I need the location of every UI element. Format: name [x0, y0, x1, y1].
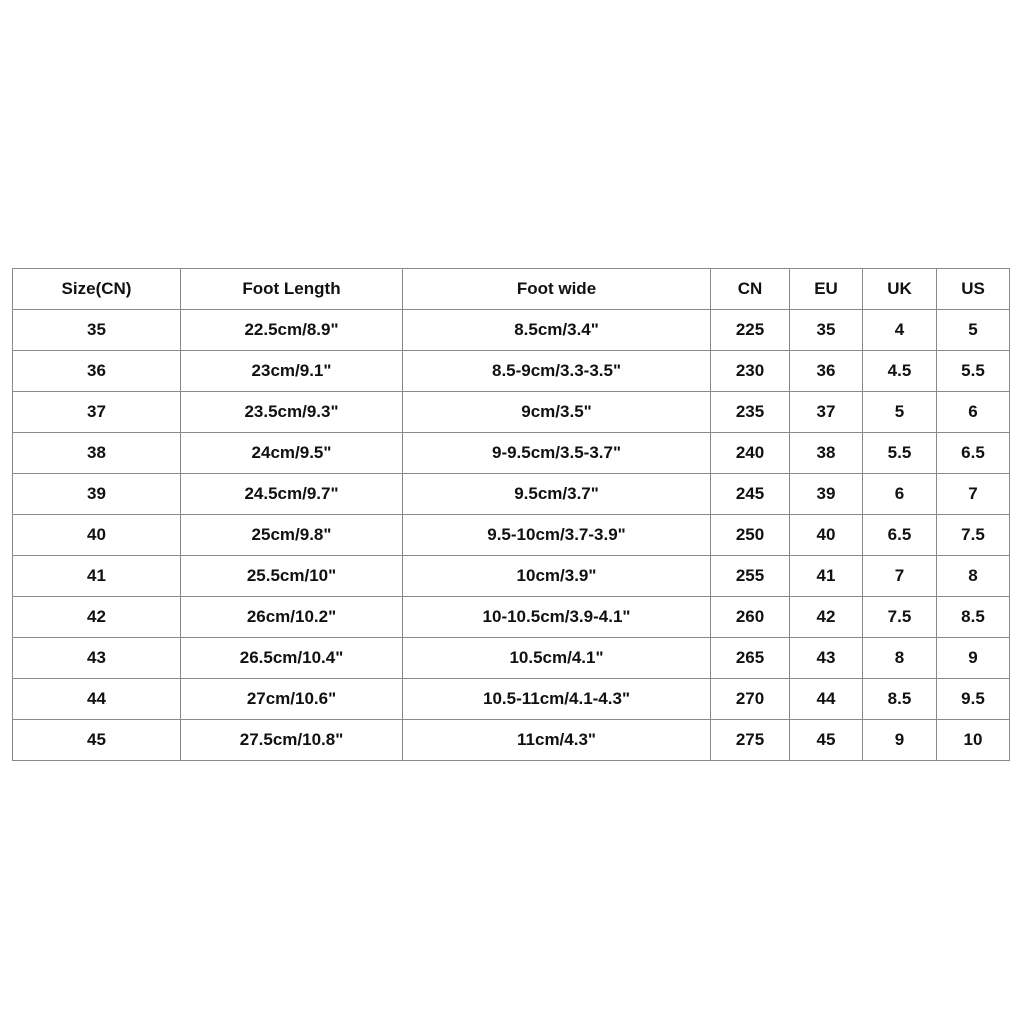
cell-foot-wide: 8.5cm/3.4"	[403, 310, 711, 351]
cell-foot-length: 23.5cm/9.3"	[181, 392, 403, 433]
header-foot-length: Foot Length	[181, 269, 403, 310]
cell-eu: 42	[790, 597, 863, 638]
cell-eu: 44	[790, 679, 863, 720]
cell-us: 7.5	[937, 515, 1010, 556]
header-eu: EU	[790, 269, 863, 310]
cell-foot-wide: 9.5-10cm/3.7-3.9"	[403, 515, 711, 556]
cell-cn: 240	[711, 433, 790, 474]
cell-foot-wide: 10cm/3.9"	[403, 556, 711, 597]
cell-size-cn: 43	[13, 638, 181, 679]
cell-cn: 235	[711, 392, 790, 433]
cell-size-cn: 45	[13, 720, 181, 761]
cell-cn: 265	[711, 638, 790, 679]
cell-us: 7	[937, 474, 1010, 515]
cell-us: 6	[937, 392, 1010, 433]
cell-us: 8.5	[937, 597, 1010, 638]
header-us: US	[937, 269, 1010, 310]
cell-size-cn: 41	[13, 556, 181, 597]
cell-us: 8	[937, 556, 1010, 597]
cell-cn: 230	[711, 351, 790, 392]
header-uk: UK	[863, 269, 937, 310]
cell-foot-wide: 9cm/3.5"	[403, 392, 711, 433]
cell-foot-length: 26.5cm/10.4"	[181, 638, 403, 679]
cell-foot-length: 27.5cm/10.8"	[181, 720, 403, 761]
header-size-cn: Size(CN)	[13, 269, 181, 310]
cell-foot-length: 22.5cm/8.9"	[181, 310, 403, 351]
header-cn: CN	[711, 269, 790, 310]
cell-foot-length: 27cm/10.6"	[181, 679, 403, 720]
cell-eu: 39	[790, 474, 863, 515]
cell-size-cn: 44	[13, 679, 181, 720]
cell-eu: 36	[790, 351, 863, 392]
cell-uk: 9	[863, 720, 937, 761]
table-row	[13, 351, 1010, 392]
cell-cn: 250	[711, 515, 790, 556]
cell-uk: 7.5	[863, 597, 937, 638]
cell-eu: 40	[790, 515, 863, 556]
cell-foot-wide: 8.5-9cm/3.3-3.5"	[403, 351, 711, 392]
cell-foot-length: 23cm/9.1"	[181, 351, 403, 392]
cell-us: 5	[937, 310, 1010, 351]
table-row	[13, 310, 1010, 351]
cell-foot-length: 25.5cm/10"	[181, 556, 403, 597]
cell-size-cn: 35	[13, 310, 181, 351]
table-row	[13, 556, 1010, 597]
cell-uk: 7	[863, 556, 937, 597]
cell-foot-wide: 11cm/4.3"	[403, 720, 711, 761]
cell-cn: 245	[711, 474, 790, 515]
cell-eu: 45	[790, 720, 863, 761]
table-row	[13, 720, 1010, 761]
cell-cn: 260	[711, 597, 790, 638]
table-header-row	[13, 269, 1010, 310]
cell-uk: 8.5	[863, 679, 937, 720]
cell-us: 9.5	[937, 679, 1010, 720]
cell-size-cn: 38	[13, 433, 181, 474]
cell-cn: 225	[711, 310, 790, 351]
cell-cn: 255	[711, 556, 790, 597]
cell-foot-wide: 9-9.5cm/3.5-3.7"	[403, 433, 711, 474]
table-row	[13, 679, 1010, 720]
cell-eu: 35	[790, 310, 863, 351]
cell-size-cn: 36	[13, 351, 181, 392]
cell-foot-length: 26cm/10.2"	[181, 597, 403, 638]
cell-us: 10	[937, 720, 1010, 761]
table-row	[13, 515, 1010, 556]
cell-size-cn: 40	[13, 515, 181, 556]
cell-us: 9	[937, 638, 1010, 679]
cell-uk: 6.5	[863, 515, 937, 556]
table-row	[13, 474, 1010, 515]
cell-foot-wide: 10.5-11cm/4.1-4.3"	[403, 679, 711, 720]
cell-foot-length: 24cm/9.5"	[181, 433, 403, 474]
cell-eu: 37	[790, 392, 863, 433]
cell-uk: 4	[863, 310, 937, 351]
cell-foot-wide: 10.5cm/4.1"	[403, 638, 711, 679]
cell-foot-length: 24.5cm/9.7"	[181, 474, 403, 515]
cell-us: 6.5	[937, 433, 1010, 474]
cell-eu: 43	[790, 638, 863, 679]
cell-foot-wide: 9.5cm/3.7"	[403, 474, 711, 515]
cell-us: 5.5	[937, 351, 1010, 392]
cell-cn: 270	[711, 679, 790, 720]
cell-uk: 5.5	[863, 433, 937, 474]
cell-foot-wide: 10-10.5cm/3.9-4.1"	[403, 597, 711, 638]
cell-uk: 4.5	[863, 351, 937, 392]
cell-eu: 41	[790, 556, 863, 597]
cell-uk: 6	[863, 474, 937, 515]
cell-uk: 5	[863, 392, 937, 433]
table-row	[13, 392, 1010, 433]
cell-size-cn: 37	[13, 392, 181, 433]
table-row	[13, 597, 1010, 638]
table-row	[13, 433, 1010, 474]
cell-cn: 275	[711, 720, 790, 761]
cell-eu: 38	[790, 433, 863, 474]
cell-size-cn: 39	[13, 474, 181, 515]
header-foot-wide: Foot wide	[403, 269, 711, 310]
cell-size-cn: 42	[13, 597, 181, 638]
size-chart-table	[12, 268, 1010, 761]
cell-foot-length: 25cm/9.8"	[181, 515, 403, 556]
cell-uk: 8	[863, 638, 937, 679]
table-row	[13, 638, 1010, 679]
